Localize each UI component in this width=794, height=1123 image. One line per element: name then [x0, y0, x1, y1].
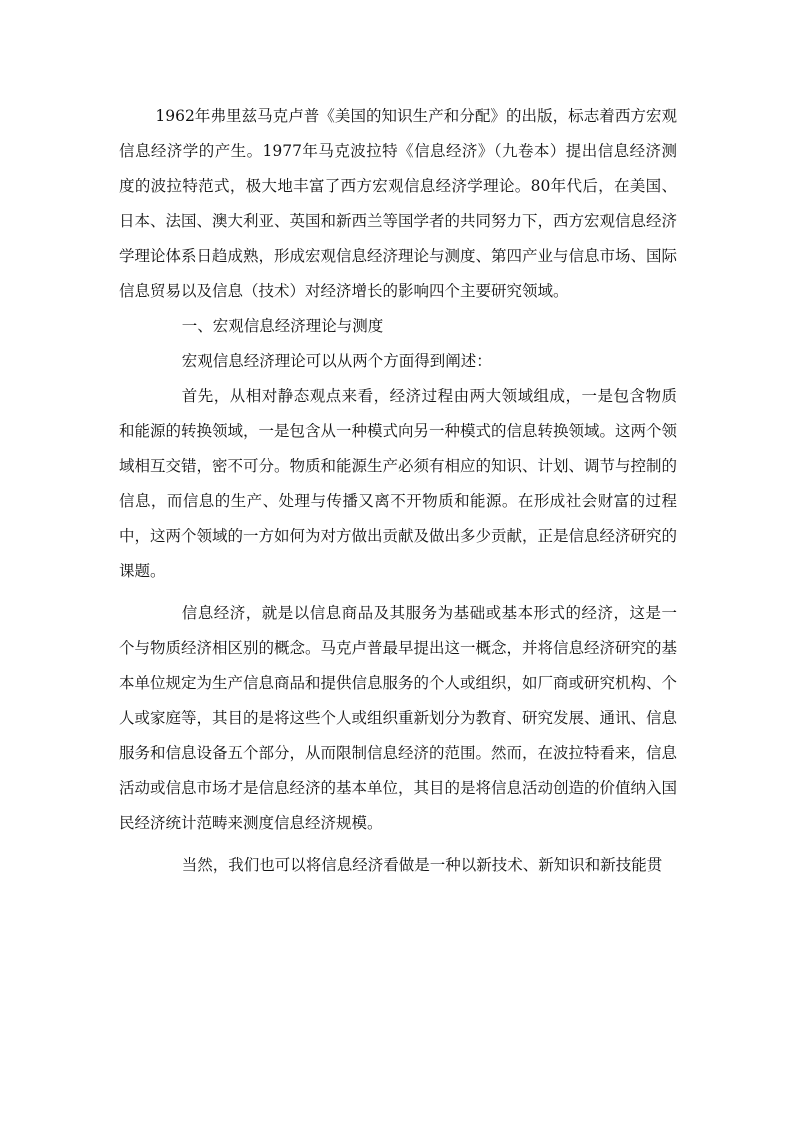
- paragraph-intro: 1962年弗里兹马克卢普《美国的知识生产和分配》的出版，标志着西方宏观信息经济学的产生。1977年马克波拉特《信息经济》（九卷本）提出信息经济测度的波拉特范式，极大地丰富了西方宏观信息经济学理论。80年代后，在美国、日本、法国、澳大利亚、英国和新西兰等国学者的共同努力下，西方宏观信息经济学理论体系日趋成熟，形成宏观信息经济理论与测度、第四产业与信息市场、国际信息贸易以及信息（技术）对经济增长的影响四个主要研究领域。: [119, 107, 678, 300]
- paragraph-static-view: 首先，从相对静态观点来看，经济过程由两大领域组成，一是包含物质和能源的转换领域，一是包含从一种模式向另一种模式的信息转换领域。这两个领域相互交错，密不可分。物质和能源生产必须有相应的知识、计划、调节与控制的信息，而信息的生产、处理与传播又离不开物质和能源。在形成社会财富的过程中，这两个领域的一方如何为对方做出贡献及做出多少贡献，正是信息经济研究的课题。: [119, 387, 678, 580]
- paragraph-information-economy: 信息经济，就是以信息商品及其服务为基础或基本形式的经济，这是一个与物质经济相区别的概念。马克卢普最早提出这一概念，并将信息经济研究的基本单位规定为生产信息商品和提供信息服务的个人或组织，如厂商或研究机构、个人或家庭等，其目的是将这些个人或组织重新划分为教育、研究发展、通讯、信息服务和信息设备五个部分，从而限制信息经济的范围。然而，在波拉特看来，信息活动或信息市场才是信息经济的基本单位，其目的是将信息活动创造的价值纳入国民经济统计范畴来测度信息经济规模。: [119, 604, 678, 832]
- section-heading: 一、宏观信息经济理论与测度: [181, 317, 384, 335]
- paragraph-continuation: 当然，我们也可以将信息经济看做是一种以新技术、新知识和新技能贯: [181, 856, 663, 874]
- document-body: [119, 99, 677, 883]
- paragraph-overview: 宏观信息经济理论可以从两个方面得到阐述：: [181, 352, 492, 370]
